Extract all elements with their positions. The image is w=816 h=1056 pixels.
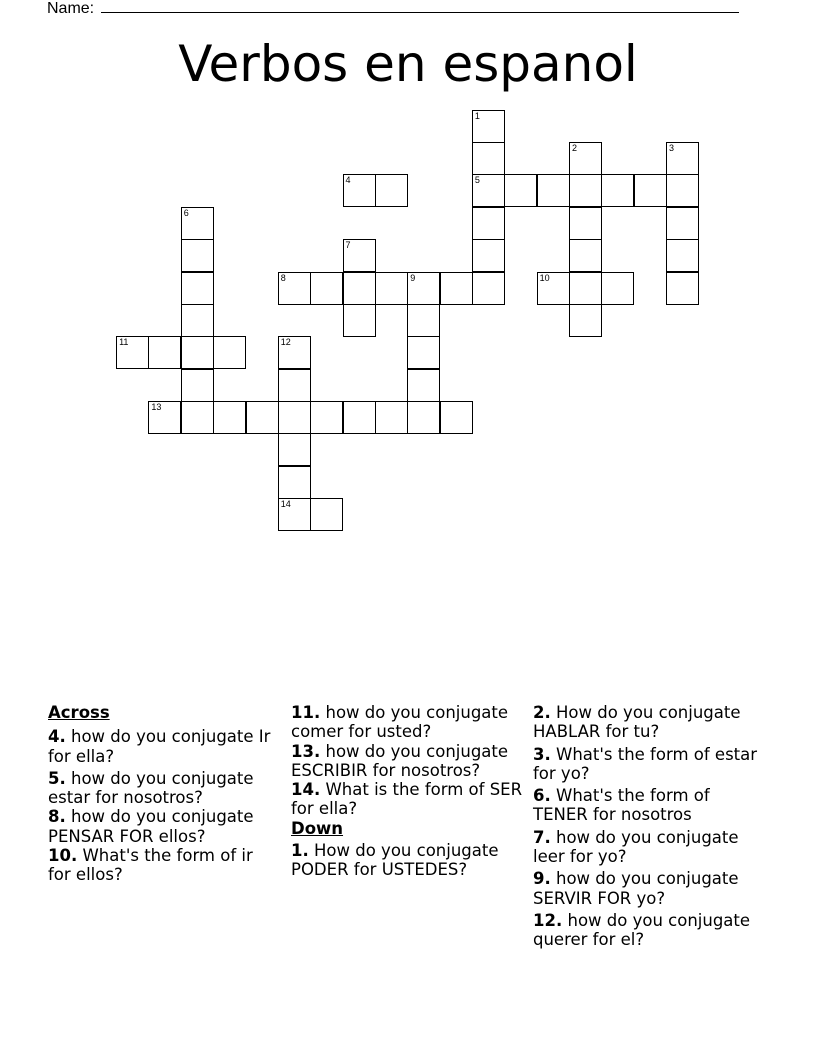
- clue-number: 10.: [48, 846, 78, 866]
- grid-cell[interactable]: [407, 336, 440, 369]
- grid-cell[interactable]: [181, 207, 214, 240]
- name-label: Name:: [47, 0, 95, 17]
- grid-cell[interactable]: [569, 272, 602, 305]
- grid-cell[interactable]: [407, 272, 440, 305]
- cell-number: 12: [280, 337, 291, 348]
- grid-cell[interactable]: [148, 401, 181, 434]
- grid-cell[interactable]: [310, 498, 343, 531]
- grid-cell[interactable]: [343, 239, 376, 272]
- grid-cell[interactable]: [181, 239, 214, 272]
- cell-number: 5: [474, 175, 480, 186]
- cell-number: 9: [410, 272, 416, 283]
- page-title: Verbos en espanol: [178, 35, 638, 93]
- clue-across-8: [48, 807, 280, 846]
- grid-cell[interactable]: [537, 272, 570, 305]
- clue-down-6: [533, 786, 765, 825]
- clue-text: how do you conjugate SERVIR FOR yo?: [533, 869, 739, 908]
- grid-cell[interactable]: [504, 174, 537, 207]
- clue-text: how do you conjugate Ir for ella?: [48, 727, 271, 766]
- grid-cell[interactable]: [375, 174, 408, 207]
- clue-down-1: [291, 841, 523, 880]
- clue-text: How do you conjugate PODER for USTEDES?: [291, 841, 499, 880]
- cell-number: 7: [345, 240, 351, 251]
- grid-cell[interactable]: [472, 272, 505, 305]
- grid-cell[interactable]: [666, 142, 699, 175]
- clue-across-11: [291, 703, 523, 742]
- grid-cell[interactable]: [310, 272, 343, 305]
- clue-text: how do you conjugate ESCRIBIR for nosotros?: [291, 741, 509, 780]
- grid-cell[interactable]: [634, 174, 667, 207]
- clue-number: 7.: [533, 827, 551, 847]
- clue-across-5: [48, 769, 280, 808]
- cell-number: 6: [183, 207, 189, 218]
- clue-text: how do you conjugate comer for usted?: [291, 703, 509, 742]
- grid-cell[interactable]: [343, 304, 376, 337]
- clue-text: What's the form of TENER for nosotros: [533, 786, 710, 825]
- grid-cell[interactable]: [116, 336, 149, 369]
- clue-number: 14.: [291, 780, 321, 800]
- grid-cell[interactable]: [472, 110, 505, 143]
- grid-cell[interactable]: [181, 401, 214, 434]
- clue-down-2: [533, 703, 765, 742]
- grid-cell[interactable]: [181, 369, 214, 402]
- grid-cell[interactable]: [343, 272, 376, 305]
- grid-cell[interactable]: [569, 304, 602, 337]
- cell-number: 8: [280, 272, 286, 283]
- grid-cell[interactable]: [375, 272, 408, 305]
- cell-number: 10: [539, 272, 550, 283]
- clue-number: 11.: [291, 703, 321, 722]
- clue-column-3: [533, 703, 765, 953]
- grid-cell[interactable]: [440, 272, 473, 305]
- cell-number: 1: [474, 110, 480, 121]
- grid-cell[interactable]: [472, 207, 505, 240]
- clue-across-10: [48, 846, 280, 885]
- clue-number: 3.: [533, 744, 551, 764]
- cell-number: 11: [119, 337, 129, 348]
- grid-cell[interactable]: [278, 336, 311, 369]
- grid-cell[interactable]: [407, 304, 440, 337]
- grid-cell[interactable]: [148, 336, 181, 369]
- clue-text: how do you conjugate PENSAR FOR ellos?: [48, 807, 254, 846]
- clue-number: 9.: [533, 869, 551, 889]
- clue-across-4: [48, 727, 280, 766]
- clue-down-9: [533, 869, 765, 908]
- grid-cell[interactable]: [213, 336, 246, 369]
- clue-text: What is the form of SER for ella?: [291, 780, 523, 819]
- cell-number: 3: [669, 143, 675, 154]
- grid-cell[interactable]: [213, 401, 246, 434]
- clue-text: How do you conjugate HABLAR for tu?: [533, 703, 741, 742]
- grid-cell[interactable]: [310, 401, 343, 434]
- clue-number: 12.: [533, 910, 563, 930]
- grid-cell[interactable]: [407, 369, 440, 402]
- grid-cell[interactable]: [569, 174, 602, 207]
- grid-cell[interactable]: [278, 369, 311, 402]
- grid-cell[interactable]: [181, 336, 214, 369]
- clue-down-12: [533, 911, 765, 950]
- grid-cell[interactable]: [601, 174, 634, 207]
- clue-number: 2.: [533, 703, 551, 722]
- cell-number: 2: [572, 143, 578, 154]
- grid-cell[interactable]: [246, 401, 279, 434]
- clue-text: What's the form of ir for ellos?: [48, 846, 253, 885]
- grid-cell[interactable]: [666, 174, 699, 207]
- clue-number: 4.: [48, 727, 66, 747]
- grid-cell[interactable]: [278, 401, 311, 434]
- grid-cell[interactable]: [666, 272, 699, 305]
- grid-cell[interactable]: [407, 401, 440, 434]
- clue-column-1: [48, 703, 280, 888]
- across-heading: Across: [48, 703, 110, 722]
- down-heading: Down: [291, 818, 344, 838]
- clue-text: how do you conjugate estar for nosotros?: [48, 768, 254, 808]
- clue-number: 5.: [48, 768, 66, 788]
- grid-cell[interactable]: [181, 272, 214, 305]
- grid-cell[interactable]: [569, 142, 602, 175]
- cell-number: 4: [345, 175, 351, 186]
- clue-number: 8.: [48, 807, 66, 827]
- grid-cell[interactable]: [601, 272, 634, 305]
- clue-down-3: [533, 745, 765, 784]
- grid-cell[interactable]: [472, 142, 505, 175]
- grid-cell[interactable]: [278, 433, 311, 466]
- grid-cell[interactable]: [278, 498, 311, 531]
- grid-cell[interactable]: [666, 239, 699, 272]
- grid-cell[interactable]: [278, 466, 311, 499]
- clue-number: 13.: [291, 741, 321, 761]
- clue-text: how do you conjugate querer for el?: [533, 910, 751, 950]
- clue-across-14: [291, 780, 523, 819]
- grid-cell[interactable]: [569, 239, 602, 272]
- grid-cell[interactable]: [569, 207, 602, 240]
- grid-cell[interactable]: [181, 304, 214, 337]
- cell-number: 14: [280, 498, 291, 509]
- clue-number: 6.: [533, 786, 551, 806]
- clue-text: how do you conjugate leer for yo?: [533, 827, 739, 867]
- grid-cell[interactable]: [278, 272, 311, 305]
- clue-across-13: [291, 742, 523, 781]
- grid-cell[interactable]: [666, 207, 699, 240]
- clue-number: 1.: [291, 841, 309, 861]
- grid-cell[interactable]: [440, 401, 473, 434]
- grid-cell[interactable]: [472, 174, 505, 207]
- grid-cell[interactable]: [343, 174, 376, 207]
- grid-cell[interactable]: [537, 174, 570, 207]
- clue-text: What's the form of estar for yo?: [533, 744, 758, 783]
- clue-column-2: [291, 703, 523, 883]
- grid-cell[interactable]: [343, 401, 376, 434]
- grid-cell[interactable]: [472, 239, 505, 272]
- cell-number: 13: [151, 401, 162, 412]
- clue-down-7: [533, 828, 765, 867]
- grid-cell[interactable]: [375, 401, 408, 434]
